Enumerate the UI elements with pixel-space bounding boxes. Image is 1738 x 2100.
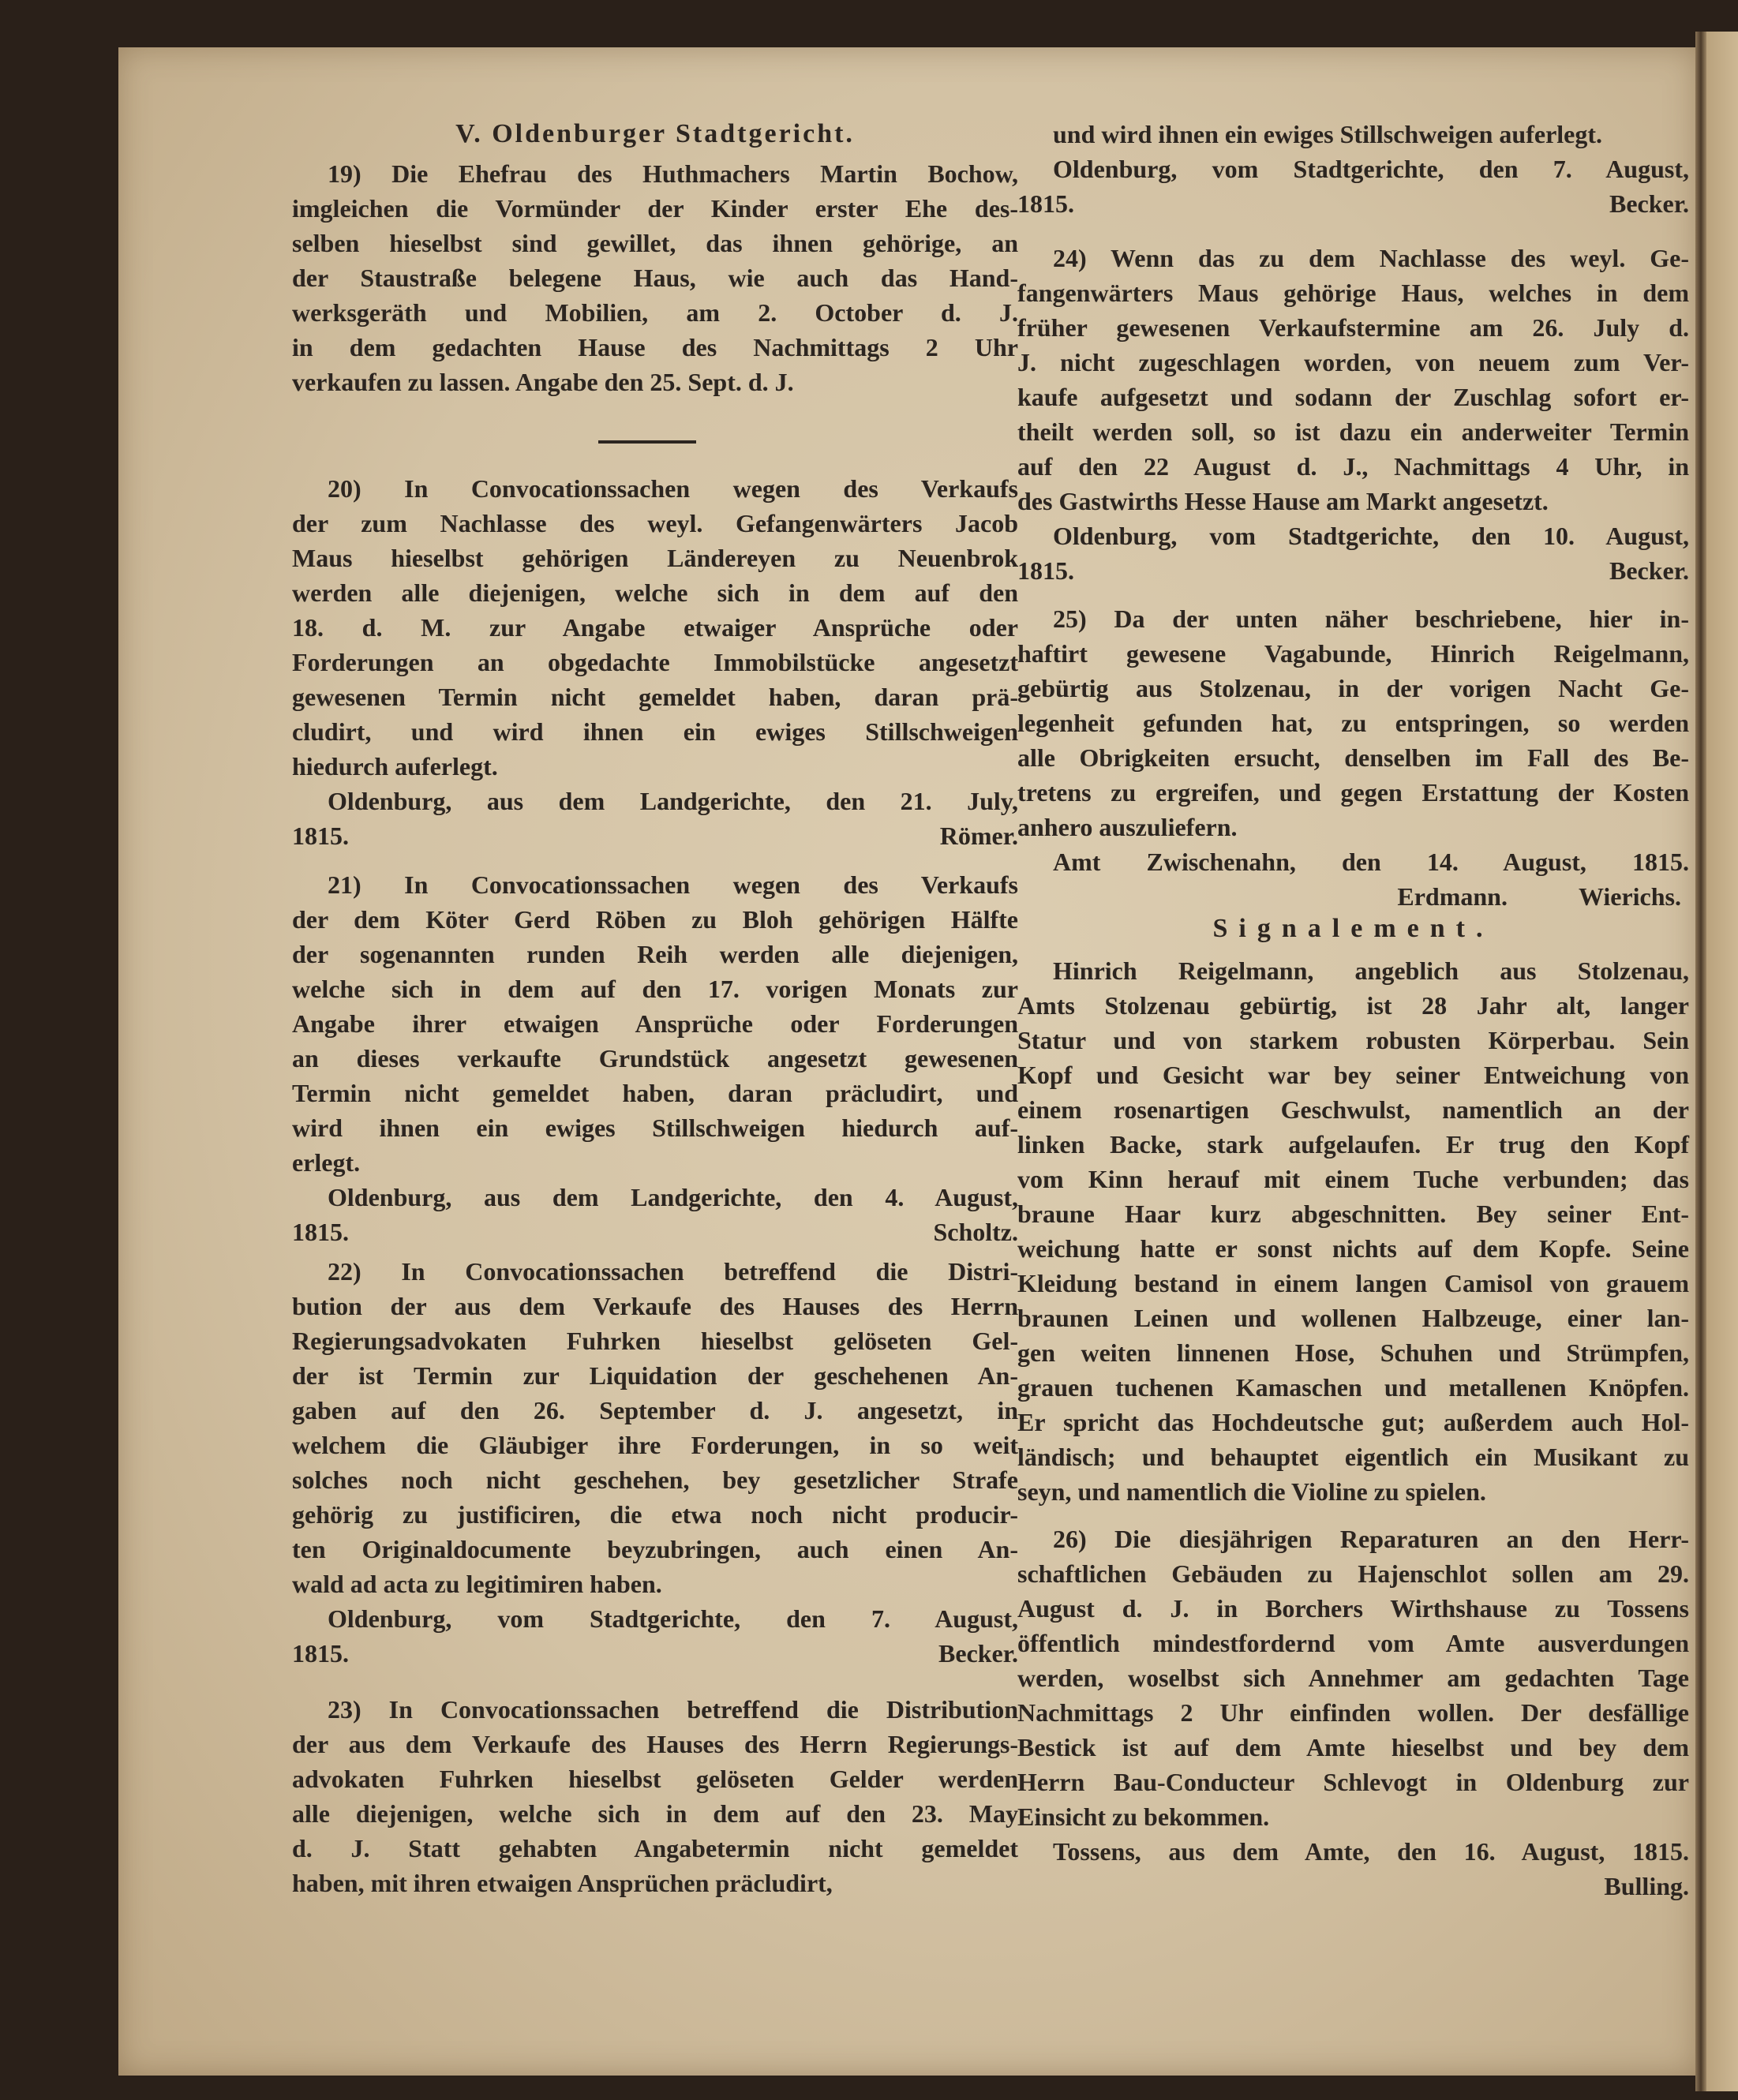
text-line: früher gewesenen Verkaufstermine am 26. July d.: [1017, 313, 1689, 342]
text-line: Kleidung bestand in einem langen Camisol von grauem: [1017, 1269, 1689, 1297]
signature-name: Becker.: [938, 1639, 1018, 1668]
text-line: advokaten Fuhrken hieselbst gelöseten Gelder werden: [292, 1765, 1018, 1793]
text-line: des Gastwirths Hesse Hause am Markt angesetzt.: [1017, 487, 1549, 515]
text-line: J. nicht zugeschlagen worden, von neuem zum Ver-: [1017, 348, 1689, 376]
date-year: 1815.: [1017, 556, 1074, 585]
text-line: 24) Wenn das zu dem Nachlasse des weyl. Ge-: [1053, 244, 1689, 272]
notice-25: [1017, 601, 1689, 914]
text-line: Forderungen an obgedachte Immobilstücke angesetzt: [292, 648, 1018, 676]
text-line: Herrn Bau-Conducteur Schlevogt in Oldenburg zur: [1017, 1768, 1689, 1796]
text-line: cludirt, und wird ihnen ein ewiges Stillschweigen: [292, 717, 1018, 746]
text-line: 18. d. M. zur Angabe etwaiger Ansprüche oder: [292, 613, 1018, 642]
text-line: Oldenburg, vom Stadtgerichte, den 7. August,: [328, 1604, 1018, 1633]
notice-21: [292, 867, 1018, 1249]
text-line: legenheit gefunden hat, zu entspringen, so werden: [1017, 709, 1689, 737]
text-line: [1017, 879, 1689, 914]
signature-name: Becker.: [1609, 189, 1689, 218]
notice-19: [292, 156, 1018, 399]
text-line: Amts Stolzenau gebürtig, ist 28 Jahr alt, langer: [1017, 991, 1689, 1020]
text-line: 25) Da der unten näher beschriebene, hier in-: [1053, 605, 1689, 633]
text-line: der ist Termin zur Liquidation der geschehenen An-: [292, 1361, 1018, 1390]
next-page-edge: [1706, 32, 1738, 2091]
text-line: gaben auf den 26. September d. J. angesetzt, in: [292, 1396, 1018, 1424]
text-line: August d. J. in Borchers Wirthshause zu Tossens: [1017, 1594, 1689, 1623]
signature-name: Scholtz.: [933, 1218, 1018, 1246]
text-line: [292, 1636, 1018, 1671]
text-line: welchem die Gläubiger ihre Forderungen, in so weit: [292, 1431, 1018, 1459]
date-year: 1815.: [1017, 189, 1074, 218]
signature-name: Becker.: [1609, 556, 1689, 585]
text-line: ten Originaldocumente beyzubringen, auch einen An-: [292, 1535, 1018, 1563]
separator-rule: [598, 440, 696, 444]
text-line: Oldenburg, vom Stadtgerichte, den 10. August,: [1053, 522, 1689, 550]
text-line: Maus hieselbst gehörigen Ländereyen zu Neuenbrok: [292, 544, 1018, 572]
date-year: Erdmann.: [1397, 882, 1508, 911]
text-line: 22) In Convocationssachen betreffend die Distri-: [328, 1257, 1018, 1286]
text-line: 21) In Convocationssachen wegen des Verkaufs: [328, 870, 1018, 899]
text-line: braunen Leinen und wollenen Halbzeuge, einer lan-: [1017, 1304, 1689, 1332]
text-line: [1017, 1869, 1689, 1903]
text-line: Er spricht das Hochdeutsche gut; außerdem auch Hol-: [1017, 1408, 1689, 1436]
notice-23: [292, 1692, 1018, 1900]
text-line: [292, 818, 1018, 853]
text-line: Bestick ist auf dem Amte hieselbst und bey dem: [1017, 1733, 1689, 1761]
text-line: und wird ihnen ein ewiges Stillschweigen auferlegt.: [1053, 120, 1603, 148]
text-line: solches noch nicht geschehen, bey gesetzlicher Strafe: [292, 1466, 1018, 1494]
text-line: Einsicht zu bekommen.: [1017, 1802, 1270, 1831]
text-line: Amt Zwischenahn, den 14. August, 1815.: [1053, 848, 1689, 876]
text-line: alle diejenigen, welche sich in dem auf den 23. May: [292, 1799, 1018, 1828]
signature-name: Wierichs.: [1578, 882, 1681, 911]
text-line: Termin nicht gemeldet haben, daran präcludirt, und: [292, 1079, 1018, 1107]
text-line: anhero auszuliefern.: [1017, 813, 1238, 841]
text-line: welche sich in dem auf den 17. vorigen Monats zur: [292, 975, 1018, 1003]
notice-22: [292, 1254, 1018, 1671]
text-line: haftirt gewesene Vagabunde, Hinrich Reigelmann,: [1017, 639, 1689, 668]
date-year: 1815.: [292, 822, 349, 850]
text-line: [1017, 186, 1689, 221]
text-line: wird ihnen ein ewiges Stillschweigen hiedurch auf-: [292, 1114, 1018, 1142]
date-year: 1815.: [292, 1639, 349, 1668]
text-line: fangenwärters Maus gehörige Haus, welches in dem: [1017, 279, 1689, 307]
text-line: der Staustraße belegene Haus, wie auch das Hand-: [292, 264, 1018, 292]
text-line: Oldenburg, aus dem Landgerichte, den 21. July,: [328, 787, 1018, 815]
text-line: Oldenburg, vom Stadtgerichte, den 7. August,: [1053, 155, 1689, 183]
text-line: der aus dem Verkaufe des Hauses des Herrn Regierungs-: [292, 1730, 1018, 1758]
text-line: gehörig zu justificiren, die etwa noch nicht producir-: [292, 1500, 1018, 1529]
text-line: hiedurch auferlegt.: [292, 752, 498, 780]
text-line: der sogenannten runden Reih werden alle diejenigen,: [292, 940, 1018, 968]
notice-26: [1017, 1522, 1689, 1903]
text-line: haben, mit ihren etwaigen Ansprüchen präcludirt,: [292, 1869, 833, 1897]
text-line: an dieses verkaufte Grundstück angesetzt gewesenen: [292, 1044, 1018, 1072]
text-line: Statur und von starkem robusten Körperbau. Sein: [1017, 1026, 1689, 1054]
section-heading: V. Oldenburger Stadtgericht.: [455, 119, 855, 148]
text-line: Angabe ihrer etwaigen Ansprüche oder Forderungen: [292, 1009, 1018, 1038]
signature-name: Römer.: [939, 822, 1018, 850]
text-line: werksgeräth und Mobilien, am 2. October d. J.: [292, 298, 1018, 327]
text-line: verkaufen zu lassen. Angabe den 25. Sept. d. J.: [292, 368, 794, 396]
text-line: bution der aus dem Verkaufe des Hauses des Herrn: [292, 1292, 1018, 1320]
book-spine: [1695, 32, 1706, 2091]
text-line: Hinrich Reigelmann, angeblich aus Stolzenau,: [1053, 956, 1689, 985]
text-line: vom Kinn herauf mit einem Tuche verbunden; das: [1017, 1165, 1689, 1193]
text-line: weichung hatte er sonst nichts auf dem Kopfe. Seine: [1017, 1234, 1689, 1263]
text-line: 26) Die diesjährigen Reparaturen an den Herr-: [1053, 1525, 1689, 1553]
text-line: Kopf und Gesicht war bey seiner Entweichung von: [1017, 1061, 1689, 1089]
text-line: Regierungsadvokaten Fuhrken hieselbst gelöseten Gel-: [292, 1327, 1018, 1355]
text-line: braune Haar kurz abgeschnitten. Bey seiner Ent-: [1017, 1200, 1689, 1228]
text-line: tretens zu ergreifen, und gegen Erstattung der Kosten: [1017, 778, 1689, 807]
text-line: gebürtig aus Stolzenau, in der vorigen Nacht Ge-: [1017, 674, 1689, 702]
text-line: 20) In Convocationssachen wegen des Verkaufs: [328, 474, 1018, 503]
text-line: ländisch; und behauptet eigentlich ein Musikant zu: [1017, 1443, 1689, 1471]
text-line: gen weiten linnenen Hose, Schuhen und Strümpfen,: [1017, 1338, 1689, 1367]
text-line: schaftlichen Gebäuden zu Hajenschlot sollen am 29.: [1017, 1559, 1689, 1588]
text-line: kaufe aufgesetzt und sodann der Zuschlag sofort er-: [1017, 383, 1689, 411]
text-line: 23) In Convocationssachen betreffend die Distribution: [328, 1695, 1018, 1724]
date-year: 1815.: [292, 1218, 349, 1246]
signalement-heading: Signalement.: [1212, 914, 1494, 943]
text-line: einem rosenartigen Geschwulst, namentlich an der: [1017, 1095, 1689, 1124]
text-line: auf den 22 August d. J., Nachmittags 4 Uhr, in: [1017, 452, 1689, 481]
notice-24: [1017, 241, 1689, 588]
text-line: erlegt.: [292, 1148, 361, 1177]
text-line: [1017, 553, 1689, 588]
text-line: gewesenen Termin nicht gemeldet haben, daran prä-: [292, 683, 1018, 711]
text-line: theilt werden soll, so ist dazu ein anderweiter Termin: [1017, 417, 1689, 446]
signalement-text: [1017, 953, 1689, 1509]
text-line: wald ad acta zu legitimiren haben.: [292, 1570, 662, 1598]
text-line: Nachmittags 2 Uhr einfinden wollen. Der desfällige: [1017, 1698, 1689, 1727]
text-line: Oldenburg, aus dem Landgerichte, den 4. August,: [328, 1183, 1018, 1211]
text-line: linken Backe, stark aufgelaufen. Er trug den Kopf: [1017, 1130, 1689, 1159]
text-line: Tossens, aus dem Amte, den 16. August, 1815.: [1053, 1837, 1689, 1866]
text-line: öffentlich mindestfordernd vom Amte ausverdungen: [1017, 1629, 1689, 1657]
text-line: alle Obrigkeiten ersucht, denselben im Fall des Be-: [1017, 743, 1689, 772]
text-line: [292, 1215, 1018, 1249]
notice-23-continued: [1017, 117, 1689, 221]
text-line: der zum Nachlasse des weyl. Gefangenwärters Jacob: [292, 509, 1018, 537]
text-line: in dem gedachten Hause des Nachmittags 2 Uhr: [292, 333, 1018, 361]
text-line: selben hieselbst sind gewillet, das ihnen gehörige, an: [292, 229, 1018, 257]
text-line: seyn, und namentlich die Violine zu spielen.: [1017, 1477, 1486, 1506]
text-line: werden alle diejenigen, welche sich in dem auf den: [292, 578, 1018, 607]
notice-20: [292, 471, 1018, 853]
text-line: imgleichen die Vormünder der Kinder erster Ehe des-: [292, 194, 1018, 223]
text-line: d. J. Statt gehabten Angabetermin nicht gemeldet: [292, 1834, 1018, 1862]
text-line: werden, woselbst sich Annehmer am gedachten Tage: [1017, 1664, 1689, 1692]
text-line: 19) Die Ehefrau des Huthmachers Martin Bochow,: [328, 159, 1018, 188]
signature-name: Bulling.: [1604, 1872, 1689, 1900]
text-line: grauen tuchenen Kamaschen und metallenen Knöpfen.: [1017, 1373, 1689, 1402]
text-line: der dem Köter Gerd Röben zu Bloh gehörigen Hälfte: [292, 905, 1018, 934]
